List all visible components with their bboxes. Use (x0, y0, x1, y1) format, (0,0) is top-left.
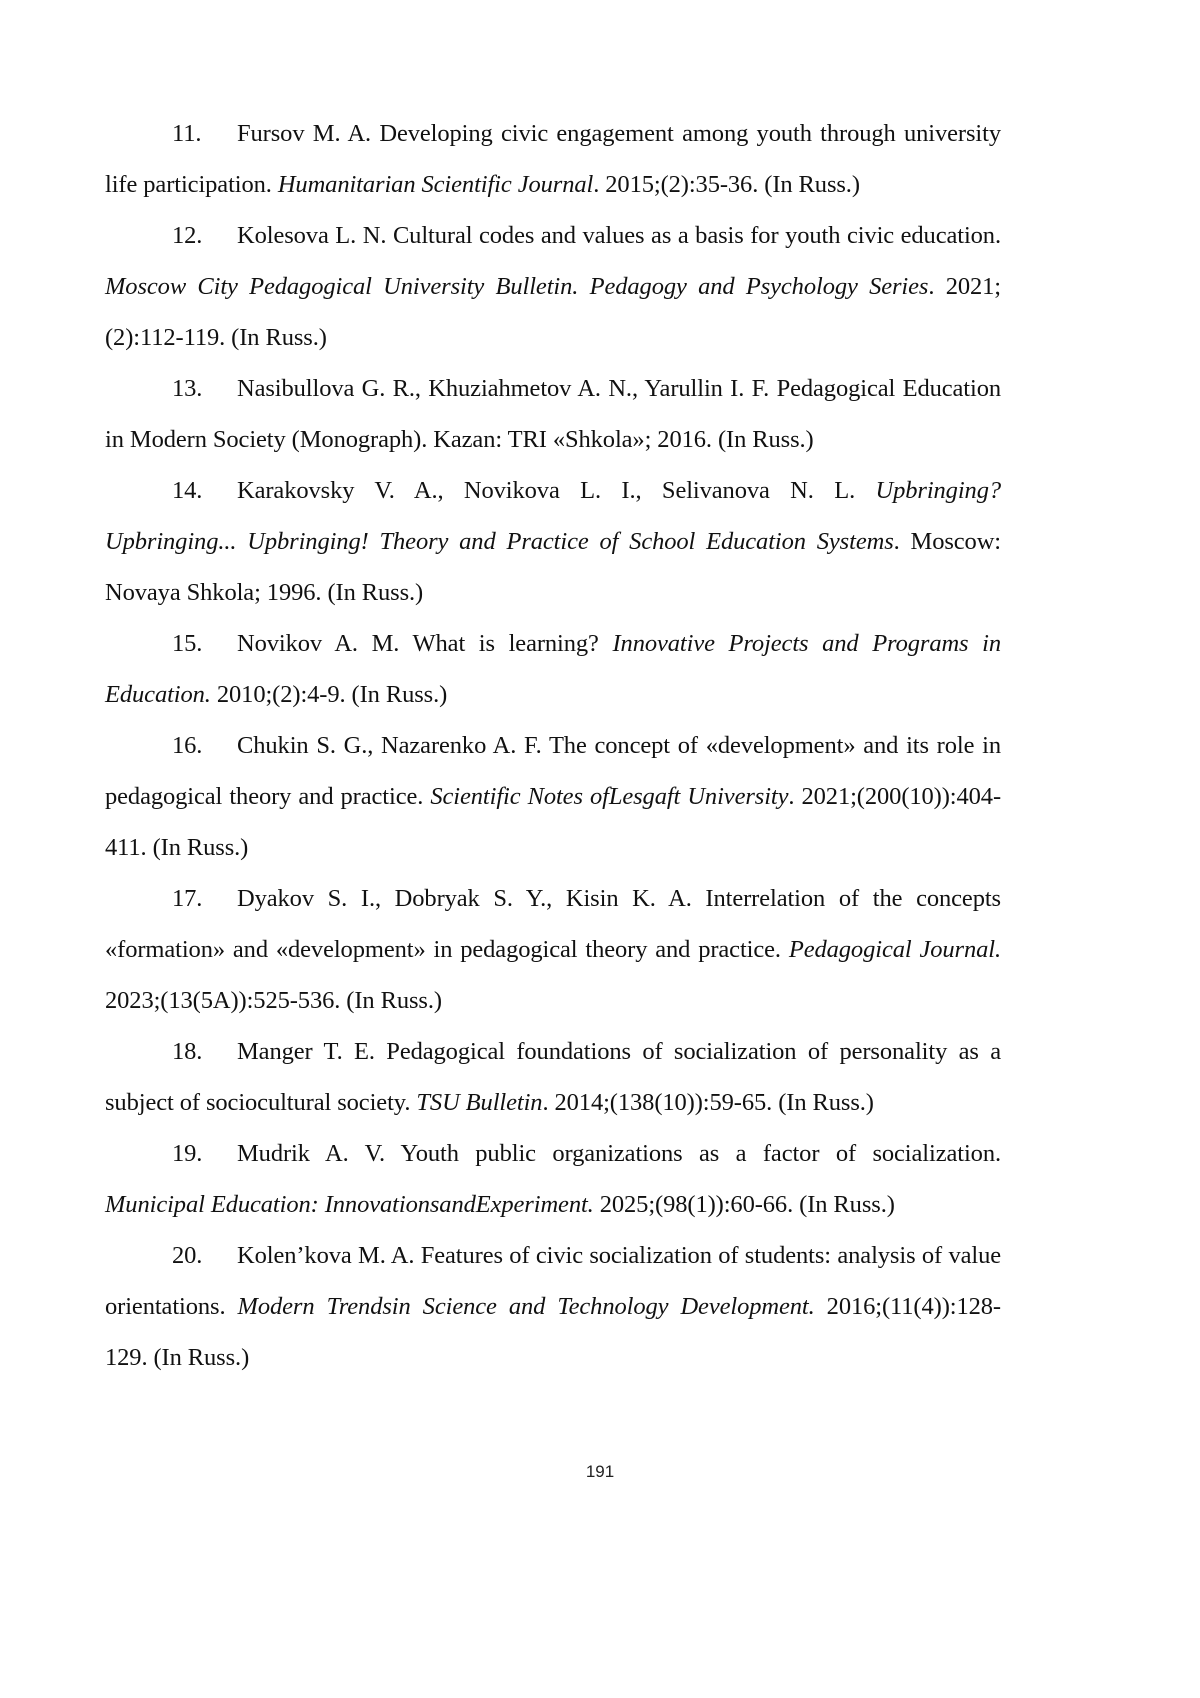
reference-details: 2025;(98(1)):60-66. (In Russ.) (593, 1191, 895, 1218)
reference-source: TSU Bulletin (416, 1089, 543, 1116)
reference-item-15 (105, 618, 1001, 720)
reference-number: 15. (172, 630, 203, 657)
reference-details: . Moscow: Novaya Shkola; 1996. (In Russ.) (105, 528, 1002, 606)
reference-item-18 (105, 1026, 1001, 1128)
reference-details: . 2021;(2):112-119. (In Russ.) (105, 273, 1001, 351)
reference-details: 2016;(11(4)):128-129. (In Russ.) (105, 1293, 1001, 1371)
reference-item-20 (105, 1230, 1001, 1383)
reference-source: Scientific Notes ofLesgaft University (430, 783, 789, 810)
reference-text: Mudrik A. V. Youth public organizations as a factor of socialization. (237, 1140, 1001, 1167)
reference-source: Upbringing? Upbringing... Upbringing! Theory and Practice of School Education Systems (105, 477, 1001, 555)
reference-number: 18. (172, 1038, 203, 1065)
reference-item-13 (105, 363, 1001, 465)
reference-item-12 (105, 210, 1001, 363)
reference-source: Humanitarian Scientific Journal (277, 171, 594, 198)
reference-number: 19. (172, 1140, 203, 1167)
reference-item-16 (105, 720, 1001, 873)
reference-text: Dyakov S. I., Dobryak S. Y., Kisin K. A. Interrelation of the concepts «formation» and «development» in pedagogical theory and practice. (105, 885, 1001, 963)
reference-number: 12. (172, 222, 203, 249)
reference-number: 17. (172, 885, 203, 912)
reference-source: Pedagogical Journal. (788, 936, 1001, 963)
reference-details: 2023;(13(5A)):525-536. (In Russ.) (105, 987, 442, 1014)
reference-text: Nasibullova G. R., Khuziahmetov A. N., Yarullin I. F. Pedagogical Education in Modern Society (Monograph). Kazan: TRI «Shkola»; 2016. (In Russ.) (105, 375, 1001, 453)
reference-number: 16. (172, 732, 203, 759)
reference-text: Chukin S. G., Nazarenko A. F. The concept of «development» and its role in pedagogical theory and practice. (105, 732, 1001, 810)
reference-text: Novikov A. M. What is learning? (237, 630, 613, 657)
reference-details: . 2014;(138(10)):59-65. (In Russ.) (542, 1089, 874, 1116)
reference-item-17 (105, 873, 1001, 1026)
reference-text: Karakovsky V. A., Novikova L. I., Selivanova N. L. (237, 477, 876, 504)
reference-item-19 (105, 1128, 1001, 1230)
reference-text: Kolen’kova M. A. Features of civic socialization of students: analysis of value orientations. (105, 1242, 1001, 1320)
reference-number: 13. (172, 375, 203, 402)
reference-text: Kolesova L. N. Cultural codes and values as a basis for youth civic education. (237, 222, 1001, 249)
reference-number: 14. (172, 477, 203, 504)
reference-number: 20. (172, 1242, 203, 1269)
reference-item-11 (105, 108, 1001, 210)
reference-details: . 2015;(2):35-36. (In Russ.) (593, 171, 860, 198)
reference-source: Municipal Education: InnovationsandExperiment. (105, 1191, 594, 1218)
reference-list (105, 108, 1001, 1383)
reference-text: Fursov M. A. Developing civic engagement among youth through university life participation. (105, 120, 1001, 198)
reference-source: Modern Trendsin Science and Technology Development. (237, 1293, 815, 1320)
reference-details: . 2021;(200(10)):404-411. (In Russ.) (105, 783, 1002, 861)
page-number: 191 (585, 1462, 615, 1481)
reference-source: Innovative Projects and Programs in Education. (105, 630, 1001, 708)
reference-item-14 (105, 465, 1001, 618)
reference-details: 2010;(2):4-9. (In Russ.) (210, 681, 448, 708)
reference-source: Moscow City Pedagogical University Bulletin. Pedagogy and Psychology Series (105, 273, 929, 300)
reference-text: Manger T. E. Pedagogical foundations of socialization of personality as a subject of sociocultural society. (105, 1038, 1001, 1116)
reference-number: 11. (172, 120, 202, 147)
